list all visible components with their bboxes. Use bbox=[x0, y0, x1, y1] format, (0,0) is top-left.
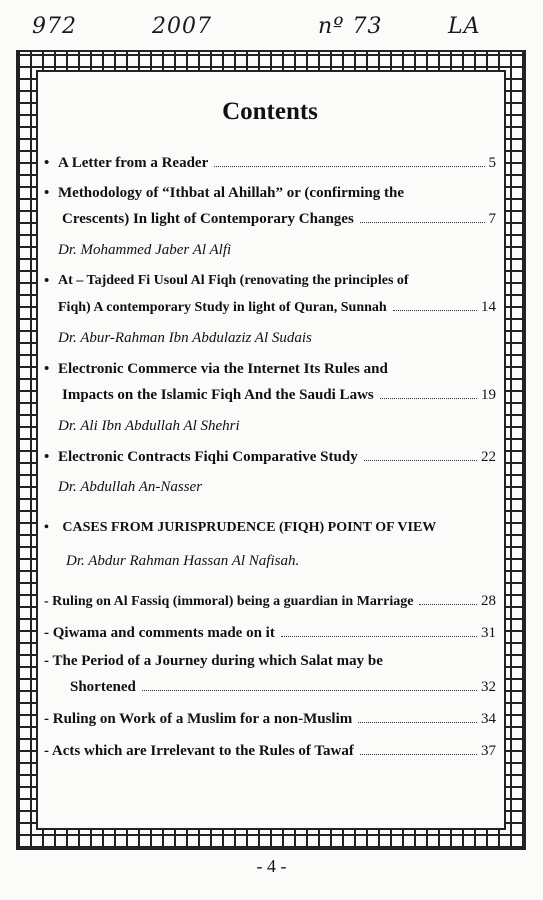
leader-dots bbox=[393, 310, 477, 311]
handwritten-year: 2007 bbox=[152, 14, 212, 39]
handwritten-note: 972 bbox=[32, 14, 77, 39]
case-item[interactable] bbox=[44, 648, 496, 700]
case-title: - The Period of a Journey during which Salat may be bbox=[44, 653, 383, 669]
handwritten-code: LA bbox=[448, 14, 481, 39]
toc-entry[interactable] bbox=[44, 268, 496, 321]
case-item[interactable] bbox=[44, 706, 496, 732]
case-item[interactable] bbox=[44, 620, 496, 646]
case-title: - Acts which are Irrelevant to the Rules of Tawaf bbox=[44, 743, 354, 759]
author-name: Dr. Ali Ibn Abdullah Al Shehri bbox=[58, 418, 240, 434]
toc-entry-title: Methodology of “Ithbat al Ahillah” or (confirming the bbox=[58, 185, 404, 201]
toc-entry-title: Electronic Contracts Fiqhi Comparative Study bbox=[58, 449, 358, 465]
case-page-number: 31 bbox=[481, 625, 496, 641]
author-name: Dr. Mohammed Jaber Al Alfi bbox=[58, 242, 232, 258]
bullet-icon: • bbox=[44, 449, 50, 465]
bullet-icon: • bbox=[44, 520, 49, 535]
case-item[interactable] bbox=[44, 738, 496, 764]
toc-entry-title-cont: Impacts on the Islamic Fiqh And the Saudi Laws bbox=[62, 387, 374, 403]
case-title: - Ruling on Al Fassiq (immoral) being a guardian in Marriage bbox=[44, 594, 414, 609]
case-title: - Qiwama and comments made on it bbox=[44, 625, 275, 641]
cases-heading bbox=[44, 520, 436, 536]
toc-entry-title: At – Tajdeed Fi Usoul Al Fiqh (renovating the principles of bbox=[58, 273, 409, 288]
bullet-icon: • bbox=[44, 273, 50, 289]
toc-page-number: 14 bbox=[481, 299, 496, 315]
toc-entry-title-cont: Fiqh) A contemporary Study in light of Quran, Sunnah bbox=[58, 300, 387, 315]
author-name: Dr. Abdullah An-Nasser bbox=[58, 479, 203, 495]
toc-entry[interactable] bbox=[44, 356, 496, 408]
toc-entry[interactable] bbox=[44, 150, 496, 176]
bullet-icon: • bbox=[44, 361, 50, 377]
case-page-number: 37 bbox=[481, 743, 496, 759]
leader-dots bbox=[214, 166, 484, 167]
toc-page-number: 22 bbox=[481, 449, 496, 465]
leader-dots bbox=[281, 636, 477, 637]
leader-dots bbox=[142, 690, 477, 691]
cases-author: Dr. Abdur Rahman Hassan Al Nafisah. bbox=[66, 553, 300, 569]
handwritten-issue-number: nº 73 bbox=[318, 14, 383, 39]
toc-entry-title: Electronic Commerce via the Internet Its Rules and bbox=[58, 361, 388, 377]
leader-dots bbox=[380, 398, 477, 399]
case-page-number: 28 bbox=[481, 593, 496, 609]
cases-heading-text: CASES FROM JURISPRUDENCE (FIQH) POINT OF VIEW bbox=[62, 520, 437, 535]
leader-dots bbox=[419, 604, 477, 605]
page-number-footer: - 4 - bbox=[256, 856, 287, 876]
case-item[interactable] bbox=[44, 588, 496, 615]
toc-entry[interactable] bbox=[44, 444, 496, 470]
case-title-cont: Shortened bbox=[70, 679, 136, 695]
toc-entry-title-cont: Crescents) In light of Contemporary Changes bbox=[62, 211, 354, 227]
toc-entry[interactable] bbox=[44, 180, 496, 232]
toc-page-number: 5 bbox=[488, 155, 496, 171]
bullet-icon: • bbox=[44, 155, 50, 171]
case-page-number: 34 bbox=[481, 711, 496, 727]
contents-panel bbox=[44, 68, 496, 848]
leader-dots bbox=[360, 222, 485, 223]
page-title: Contents bbox=[222, 98, 318, 125]
leader-dots bbox=[360, 754, 477, 755]
leader-dots bbox=[358, 722, 477, 723]
toc-page-number: 19 bbox=[481, 387, 496, 403]
bullet-icon: • bbox=[44, 185, 50, 201]
toc-entry-title: A Letter from a Reader bbox=[58, 155, 209, 171]
case-title: - Ruling on Work of a Muslim for a non-Muslim bbox=[44, 711, 353, 727]
author-name: Dr. Abur-Rahman Ibn Abdulaziz Al Sudais bbox=[58, 330, 312, 346]
case-page-number: 32 bbox=[481, 679, 496, 695]
toc-page-number: 7 bbox=[488, 211, 496, 227]
leader-dots bbox=[364, 460, 477, 461]
